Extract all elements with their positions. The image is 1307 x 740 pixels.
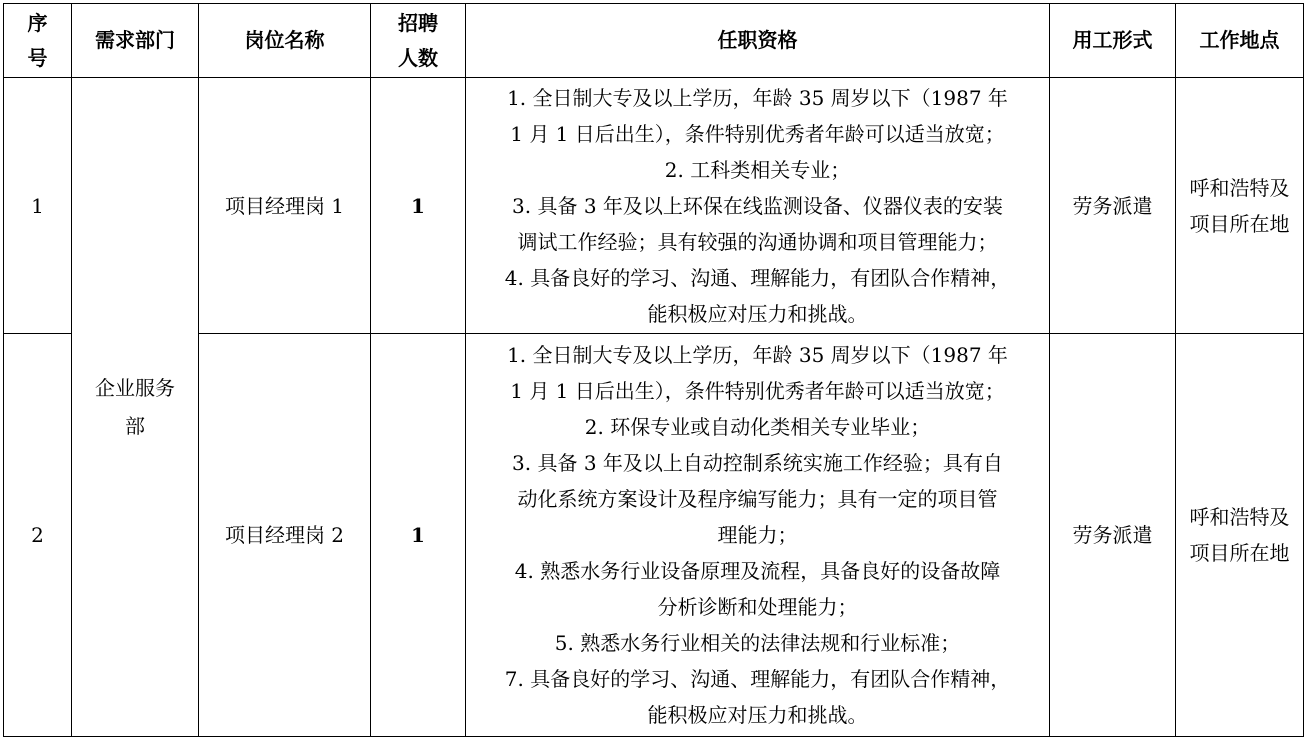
table-row [4, 334, 1304, 737]
recruitment-table [3, 3, 1304, 737]
header-headcount: 招聘人数 [371, 4, 466, 78]
cell-requirements [466, 78, 1050, 334]
requirement-line: 1 月 1 日后出生），条件特别优秀者年龄可以适当放宽； [510, 121, 1005, 146]
requirement-line: 1 月 1 日后出生），条件特别优秀者年龄可以适当放宽； [510, 379, 1005, 403]
requirement-line: 分析诊断和处理能力； [657, 595, 858, 619]
cell-headcount: 1 [371, 334, 466, 737]
requirement-line: 能积极应对压力和挑战。 [647, 301, 868, 326]
requirement-line: 动化系统方案设计及程序编写能力；具有一定的项目管 [517, 487, 998, 511]
header-requirements: 任职资格 [466, 4, 1050, 78]
cell-employment-type: 劳务派遣 [1050, 334, 1176, 737]
cell-seq: 2 [4, 334, 72, 737]
requirement-line: 3. 具备 3 年及以上环保在线监测设备、仪器仪表的安装 [512, 193, 1003, 218]
requirement-line: 调试工作经验；具有较强的沟通协调和项目管理能力； [517, 229, 998, 254]
header-location: 工作地点 [1176, 4, 1304, 78]
cell-department: 企业服务部 [72, 78, 199, 737]
header-employment-type: 用工形式 [1050, 4, 1176, 78]
requirement-line: 4. 具备良好的学习、沟通、理解能力，有团队合作精神， [504, 265, 1011, 290]
requirement-line: 1. 全日制大专及以上学历，年龄 35 周岁以下（1987 年 [507, 85, 1008, 110]
cell-seq: 1 [4, 78, 72, 334]
cell-position: 项目经理岗 2 [199, 334, 371, 737]
requirement-line: 4. 熟悉水务行业设备原理及流程，具备良好的设备故障 [514, 559, 1001, 583]
requirement-line: 5. 熟悉水务行业相关的法律法规和行业标准； [554, 631, 961, 655]
requirement-line: 1. 全日制大专及以上学历，年龄 35 周岁以下（1987 年 [507, 343, 1008, 367]
table-row [4, 78, 1304, 334]
header-department: 需求部门 [72, 4, 199, 78]
cell-position: 项目经理岗 1 [199, 78, 371, 334]
header-position: 岗位名称 [199, 4, 371, 78]
cell-headcount: 1 [371, 78, 466, 334]
cell-location: 呼和浩特及项目所在地 [1176, 334, 1304, 737]
requirement-line: 能积极应对压力和挑战。 [647, 703, 868, 727]
header-row [4, 4, 1304, 78]
requirement-line: 理能力； [717, 523, 798, 547]
header-seq: 序号 [4, 4, 72, 78]
requirement-line: 2. 工科类相关专业； [664, 157, 851, 182]
requirement-line: 3. 具备 3 年及以上自动控制系统实施工作经验；具有自 [512, 451, 1003, 475]
cell-location: 呼和浩特及项目所在地 [1176, 78, 1304, 334]
requirement-line: 2. 环保专业或自动化类相关专业毕业； [584, 415, 931, 439]
cell-employment-type: 劳务派遣 [1050, 78, 1176, 334]
requirement-line: 7. 具备良好的学习、沟通、理解能力，有团队合作精神， [504, 667, 1011, 691]
cell-requirements [466, 334, 1050, 737]
